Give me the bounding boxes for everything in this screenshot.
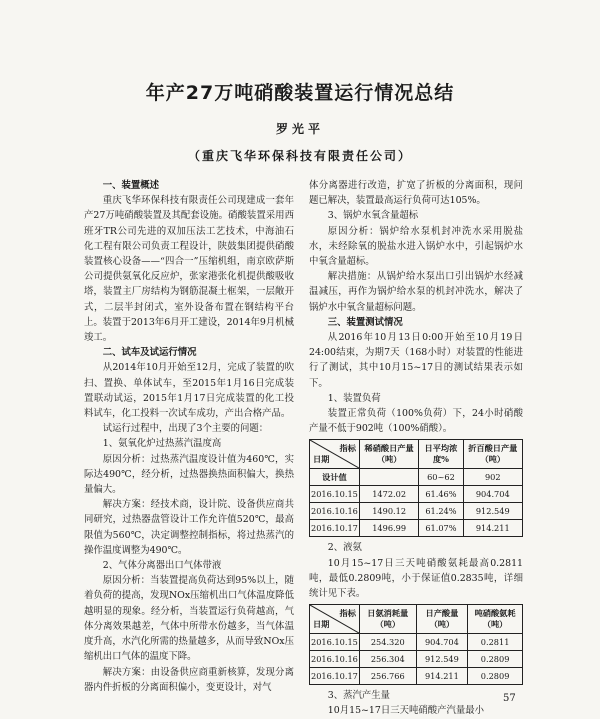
table-row	[310, 668, 523, 685]
subsection-heading: 1、装置负荷	[327, 392, 381, 404]
table-cell: 设计值	[310, 469, 360, 486]
table-cell: 0.2809	[468, 651, 523, 668]
page-number: 57	[503, 693, 516, 704]
table-cell: 0.2811	[468, 634, 523, 651]
section-heading: 一、装置概述	[102, 180, 160, 191]
left-column	[84, 178, 294, 695]
table-cell: 1472.02	[359, 486, 418, 503]
table-cell: 914.211	[416, 668, 468, 685]
right-column-top	[309, 178, 523, 436]
subsection-heading: 2、液氨	[327, 542, 362, 554]
table-header: 日产酸量（吨）	[416, 605, 468, 634]
corner-label-indicator: 指标	[339, 608, 356, 619]
table-row	[310, 486, 523, 503]
article-title: 年产27万吨硝酸装置运行情况总结	[145, 82, 455, 104]
paragraph: 10月15~17日三天吨硝酸氨耗最高0.2811吨，最低0.2809吨，小于保证值0.2835吨，详细统计见下表。	[309, 557, 523, 600]
paragraph: 10月15~17日三天吨硝酸产汽量最小	[327, 705, 484, 717]
paragraph: 原因分析：当装置提高负荷达到95%以上，随着负荷的提高，发现NOx压缩机出口气体温度降低越明显的现象。经分析，当装置运行负荷越高，气体分离效果越差，气体中所带水份越多，当气体温度升高，水汽化所需的热量越多，从而导致NOx压缩机出口气体的温度下降。	[84, 575, 294, 663]
paragraph: 试运行过程中，出现了3个主要的问题：	[102, 423, 269, 435]
paragraph: 从2014年10月开始至12月，完成了装置的吹扫、置换、单体试车，至2015年1月16日完成装置联动试运，2015年1月17日完成装置的化工投料试车，化工投料一次试车成功，产出合格产品。	[84, 362, 294, 420]
paragraph: 体分离器进行改造，扩宽了折板的分离面积，现问题已解决，装置最高运行负荷可达105%。	[309, 180, 523, 207]
table-row	[310, 520, 523, 537]
table-cell: 2016.10.15	[310, 486, 360, 503]
table-row-design	[310, 469, 523, 486]
table-row	[310, 651, 523, 668]
table-cell	[359, 469, 418, 486]
paragraph: 解决方案：由设备供应商重新核算，发现分离器内件折板的分离面积偏小，变更设计，对气	[84, 666, 294, 693]
paragraph: 解决方案：经技术商，设计院、设备供应商共同研究，过热器盘管设计工作允许值520℃，最高限值为560℃，决定调整控制指标，将过热蒸汽的操作温度调整为490℃。	[84, 499, 294, 556]
author-name: 罗光平	[275, 122, 324, 136]
subsection-heading: 3、锅炉水氧含量超标	[327, 210, 419, 222]
table-cell: 61.24%	[419, 503, 463, 520]
table-cell: 902	[463, 469, 522, 486]
table-header: 日氨消耗量（吨）	[359, 605, 416, 634]
section-heading: 二、试车及试运行情况	[102, 347, 197, 359]
paragraph: 原因分析：过热蒸汽温度设计值为460℃，实际达490℃，经分析，过热器换热面积偏大，换热量偏大。	[84, 453, 294, 496]
table-corner-cell	[310, 605, 360, 634]
paragraph: 从2016年10月13日0:00开始至10月19日24:00结束，为期7天（168小时）对装置的性能进行了测试，其中10月15~17日的测试结果表示如下。	[309, 332, 523, 389]
right-column	[309, 178, 523, 719]
table-header: 稀硝酸日产量（吨）	[359, 440, 418, 469]
table-header: 折百酸日产量（吨）	[463, 440, 522, 469]
table-cell: 1490.12	[359, 503, 418, 520]
table-cell: 256.304	[359, 651, 416, 668]
corner-label-indicator: 指标	[339, 443, 356, 454]
section-heading: 三、装置测试情况	[327, 316, 403, 328]
table-cell: 254.320	[359, 634, 416, 651]
table-row	[310, 634, 523, 651]
table-cell: 256.766	[359, 668, 416, 685]
table-cell: 912.549	[416, 651, 468, 668]
table-cell: 2016.10.15	[310, 634, 360, 651]
table-cell: 912.549	[463, 503, 522, 520]
table-row	[310, 503, 523, 520]
table-cell: 2016.10.16	[310, 651, 360, 668]
table-daily-output	[309, 439, 523, 537]
corner-label-date: 日期	[313, 454, 330, 465]
table-cell: 2016.10.17	[310, 668, 360, 685]
table-ammonia-consumption	[309, 604, 523, 685]
table-cell: 0.2809	[468, 668, 523, 685]
table-header: 日平均浓度%	[419, 440, 463, 469]
subsection-heading: 1、氨氧化炉过热蒸汽温度高	[102, 438, 222, 450]
table-corner-cell	[310, 440, 360, 469]
table-cell: 914.211	[463, 520, 522, 537]
right-column-bottom	[309, 688, 523, 718]
table-cell: 61.07%	[419, 520, 463, 537]
table-cell: 2016.10.16	[310, 503, 360, 520]
table-cell: 60~62	[419, 469, 463, 486]
table-cell: 61.46%	[419, 486, 463, 503]
subsection-heading: 2、气体分离器出口气体带液	[102, 560, 222, 572]
paragraph: 原因分析：锅炉给水泵机封冲洗水采用脱盐水，未经除氧的脱盐水进入锅炉水中，引起锅炉水中氧含量超标。	[309, 225, 523, 268]
author-affiliation: （重庆飞华环保科技有限责任公司）	[187, 149, 412, 163]
corner-label-date: 日期	[313, 619, 330, 630]
table-cell: 904.704	[416, 634, 468, 651]
table-cell: 2016.10.17	[310, 520, 360, 537]
table-cell: 1496.99	[359, 520, 418, 537]
right-column-mid	[309, 540, 523, 601]
paragraph: 装置正常负荷（100%负荷）下，24小时硝酸产量不低于902吨（100%硝酸）。	[309, 408, 523, 435]
paragraph: 重庆飞华环保科技有限责任公司现建成一套年产27万吨硝酸装置及其配套设施。硝酸装置采用西班牙TR公司先进的双加压法工艺技术，中海油石化工程有限公司负责工程设计，陕鼓集团提供硝酸装置核心设备——“四合一”压缩机组，南京欧萨斯公司提供氨氧化反应炉，张家港张化机提供酸吸收塔，装置主厂房结构为钢筋混凝土框架，一层敞开式，二层半封闭式，室外设备布置在钢结构平台上。装置于2013年6月开工建设，2014年9月机械竣工。	[84, 195, 294, 344]
subsection-heading: 3、蒸汽产生量	[327, 690, 391, 702]
table-cell: 904.704	[463, 486, 522, 503]
table-header: 吨硝酸氨耗（吨）	[468, 605, 523, 634]
paragraph: 解决措施：从锅炉给水泵出口引出锅炉水经减温减压，再作为锅炉给水泵的机封冲洗水，解决了锅炉水中氧含量超标问题。	[309, 271, 523, 313]
